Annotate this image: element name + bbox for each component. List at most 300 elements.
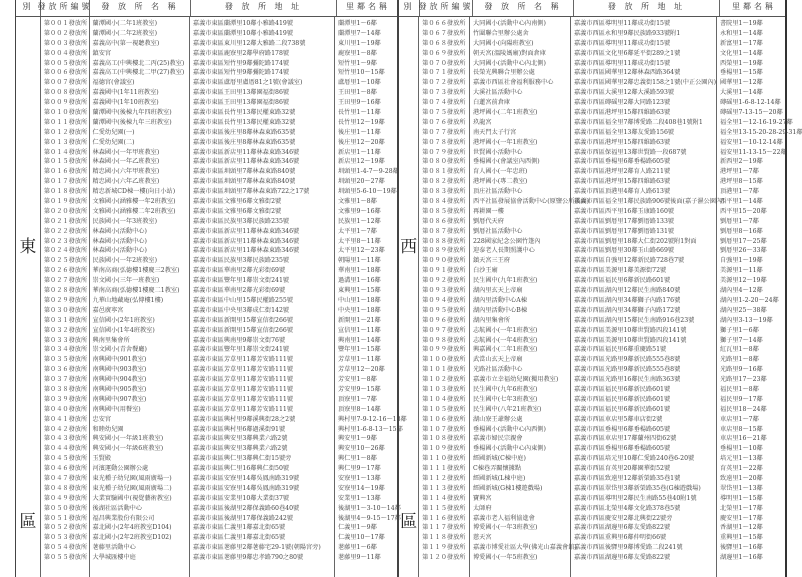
- table-body: [16, 17, 407, 577]
- venue-name: 湖內里活動中心B棟: [473, 306, 528, 314]
- district-column: [16, 17, 41, 577]
- district-label: 區: [19, 512, 37, 532]
- distribution-number: 第０８８發放所: [422, 237, 466, 245]
- venue-name: 港坪國小(專二教室): [473, 178, 528, 186]
- distribution-number: 第１２０發放所: [422, 554, 466, 562]
- venue-name: 南興國中(907教室): [92, 395, 147, 403]
- venue-address: 嘉義市西區湖邊里6鄰友愛路822號: [574, 524, 671, 532]
- venue-address: 嘉義市東區後湖里17鄰保義路242號: [192, 514, 294, 522]
- li-neighborhood: 紅瓦里1～8鄰: [720, 346, 759, 354]
- li-neighborhood: 獅子里1～6鄰: [720, 326, 759, 334]
- venue-address: 嘉義市東區蘭潭里10鄰小雅路419號: [192, 29, 294, 37]
- venue-address: 嘉義市東區興仁里16鄰興仁街50號: [192, 465, 290, 473]
- venue-name: 大業實驗國中(視覺藝術教室): [92, 494, 172, 502]
- venue-address: 嘉義市東區荖藤里9鄰忠孝路790之80號: [192, 554, 304, 562]
- distribution-number: 第０６８發放所: [422, 39, 466, 47]
- venue-name: 後湖社區活動中心: [92, 504, 143, 512]
- li-neighborhood: 蘭潭里7～14鄰: [338, 29, 381, 37]
- li-neighborhood: 蘭潭里1～6鄰: [338, 20, 377, 27]
- venue-name: 仁愛幼兒園(二): [92, 138, 135, 146]
- venue-address: 嘉義市西區劉厝里17鄰劉厝路131號: [574, 227, 675, 235]
- venue-address: 嘉義市西區磚磘里2鄰大同路123號: [574, 99, 671, 107]
- distribution-number: 第０２１發放所: [43, 217, 88, 225]
- venue-address: 嘉義市東區中央里3鄰成仁街142號: [192, 306, 290, 314]
- distribution-number: 第０８２發放所: [422, 178, 466, 186]
- venue-address: 嘉義市西區導明里11鄰成功街15號: [574, 59, 671, 67]
- distribution-number: 第０７０發放所: [422, 59, 466, 67]
- li-neighborhood: 車店里16～21鄰: [720, 435, 767, 443]
- venue-name: 嘉義市博愛社區大學(佛光山嘉義會館): [473, 544, 577, 552]
- distribution-number: 第０２６發放所: [43, 267, 88, 275]
- distribution-number: 第０１４發放所: [43, 148, 88, 156]
- venue-name: 東光種子幼兒園(風雨廣場一): [92, 474, 172, 482]
- table-header: [16, 0, 397, 17]
- venue-name: 興安國小(一年級6班教室): [92, 445, 164, 453]
- li-neighborhood: 新富里1～17鄰: [720, 39, 763, 47]
- venue-address: 嘉義市西區光路里9鄰新民路555巷8號: [574, 366, 681, 374]
- venue-name: 長榮光興聯合里辦公處: [473, 69, 535, 77]
- venue-name: 武當山玄天上帝廟: [473, 356, 523, 364]
- venue-address: 嘉義市東區圳頭里7鄰林森東路840號: [192, 168, 296, 176]
- venue-address: 嘉義市東區新店里11鄰林森東路346號: [192, 247, 300, 255]
- venue-address: 嘉義市西區福民里6鄰重慶路51號: [574, 346, 667, 354]
- venue-name: 育人國小(一年忠班): [473, 168, 528, 176]
- li-neighborhood: 過溝里1～16鄰: [338, 277, 381, 285]
- distribution-number: 第０１８發放所: [43, 188, 88, 196]
- venue-address: 嘉義市西區育英里20鄰園華街52號: [574, 465, 671, 473]
- venue-name: 華南高商(弘德樓1樓慶二1教室): [92, 287, 180, 295]
- venue-name: 慈天宮: [473, 534, 492, 542]
- venue-name: 南天門太子行宮: [473, 128, 517, 136]
- distribution-number: 第０５３發放所: [43, 534, 88, 542]
- distribution-number: 第００７發放所: [43, 79, 88, 87]
- li-neighborhood: 興村里1-6-8-13～15鄰: [338, 425, 403, 433]
- venue-name: 福德宮(會議室): [92, 79, 135, 87]
- district-column: [399, 17, 419, 577]
- li-neighborhood: 國華里1～12鄰: [720, 79, 763, 87]
- li-neighborhood: 湖內里25～38鄰: [720, 306, 767, 314]
- li-neighborhood: 湖內里1-2-20～24鄰: [720, 296, 779, 304]
- venue-address: 嘉義市東區仁義里1鄰嘉北街65號: [192, 524, 286, 532]
- venue-address: 嘉義市西區港坪里15鄰四維路63號: [574, 109, 671, 117]
- li-neighborhood: 圳頭里20～27鄰: [338, 178, 385, 186]
- distribution-number: 第０９７發放所: [422, 326, 466, 334]
- li-neighborhood: 新店里1～11鄰: [338, 148, 381, 156]
- venue-name: 荖藤里活動中心: [92, 544, 136, 552]
- distribution-number: 第０３０發放所: [43, 306, 88, 314]
- distribution-number: 第１１９發放所: [422, 544, 466, 552]
- distribution-number: 第０９２發放所: [422, 277, 466, 285]
- distribution-number: 第００２發放所: [43, 29, 88, 37]
- venue-address: 嘉義市西區劉厝里30鄰玉山路669號: [574, 247, 675, 255]
- venue-address: 嘉義市西區永和里9鄰民族路933號附1: [574, 29, 681, 37]
- venue-name: 嘉義市西區社會福利服務中心: [473, 79, 554, 87]
- venue-name: 玉賢殿: [92, 455, 112, 463]
- li-neighborhood: 福全里1～12-16-19-27鄰: [720, 118, 793, 126]
- venue-address: 嘉義市西區國華里2鄰忠義街158之1號(中正公園內): [574, 79, 717, 87]
- li-neighborhood: 美源里1～11鄰: [720, 267, 763, 275]
- distribution-number: 第０２４發放所: [43, 247, 88, 255]
- venue-name: 經國新城(G棟1樓遊戲場): [473, 484, 543, 492]
- li-neighborhood: 慶安里1～17鄰: [720, 514, 763, 522]
- venue-address: 嘉義市東區圳頭里7鄰林森東路840號: [192, 178, 296, 186]
- venue-name: 頂庄社區活動中心: [473, 188, 523, 196]
- venue-name: 博愛國小(一年3班教室): [473, 524, 538, 532]
- venue-address: 嘉義市東區王田里13鄰園福街86號: [192, 99, 290, 107]
- venue-address: 嘉義市東區芳草里11鄰芳安路111號: [192, 405, 294, 413]
- li-neighborhood: 新西里2～19鄰: [720, 158, 763, 166]
- li-neighborhood: 西榮里1～19鄰: [720, 59, 763, 67]
- li-neighborhood: 豐年里1～15鄰: [338, 346, 381, 354]
- venue-address: 嘉義市西區福民里6鄰新民路601號: [574, 405, 671, 413]
- venue-name: 南興國中(901教室): [92, 356, 147, 364]
- venue-name: 宣信國小(1年4班教室): [92, 326, 155, 334]
- distribution-number: 第０４３發放所: [43, 435, 88, 443]
- venue-name: 蘭潭國中(後棟九年三班教室): [92, 118, 172, 126]
- venue-name: 湖山寮王爺辦公處: [473, 415, 523, 423]
- li-neighborhood: 北榮里1～17鄰: [720, 504, 763, 512]
- venue-name: 劉厝代天府: [473, 217, 504, 225]
- li-neighborhood: 長竹里12～19鄰: [338, 118, 385, 126]
- venue-name: 西平社區發展協會活動中心(原鹽公所後面): [473, 198, 590, 206]
- venue-address: 嘉義市西區導明里11鄰成功街15號: [574, 20, 671, 27]
- venue-address: 嘉義市東區新開里15鄰宣信街266號: [192, 316, 294, 324]
- li-neighborhood: 湖內里4～12鄰: [720, 287, 763, 295]
- li-neighborhood: 王田里1～8鄰: [338, 89, 377, 97]
- distribution-number: 第０３９發放所: [43, 395, 88, 403]
- venue-address: 嘉義市西區垂楊里6鄰垂楊路605號: [574, 445, 671, 453]
- li-neighborhood: 磚磘里1-6-8-12-14鄰: [720, 99, 781, 107]
- venue-address: 嘉義市西區湖內里15鄰民生南路916巷23號: [574, 316, 695, 324]
- venue-address-column: [571, 17, 725, 577]
- venue-name: 太師府: [473, 504, 492, 512]
- header-number: 發放所編號: [420, 0, 473, 16]
- venue-name: 和睦幼兒園: [92, 425, 124, 433]
- venue-name: 再耕園一樓: [473, 207, 504, 215]
- venue-address: 嘉義市東區安業里10鄰大業街37號: [192, 494, 290, 502]
- venue-address: 嘉義市西區美源里1鄰美源街72號: [574, 267, 667, 275]
- venue-name: 垂楊國小(會議室內西側): [473, 158, 540, 166]
- li-neighborhood: 垂楊里1～15鄰: [720, 69, 763, 77]
- venue-address: 嘉義市東區華南里2鄰光彩街69號: [192, 287, 286, 295]
- venue-name: 蘭潭國小(二年2班教室): [92, 29, 157, 37]
- venue-address: 嘉義市東區蘭潭里10鄰小雅路419號: [192, 20, 294, 27]
- venue-name: 宣信國小(2年1班教室): [92, 316, 155, 324]
- li-neighborhood: 培元里1～13鄰: [720, 455, 763, 463]
- li-neighborhood: 新店里12～19鄰: [338, 158, 385, 166]
- li-neighborhood: 光路里1～8鄰: [720, 356, 759, 364]
- venue-name: 民生國中(七年3班教室): [473, 395, 538, 403]
- venue-name: 劉厝社區活動中心: [473, 227, 523, 235]
- venue-name: 河濱運動公園辦公處: [92, 465, 149, 473]
- venue-name: 崇文國小(三年一班教室): [92, 277, 160, 285]
- venue-address: 嘉義市西區培元里10鄰仁愛路240巷6-20號: [574, 455, 695, 463]
- venue-name: 蘭潭國小(二年1班教室): [92, 20, 157, 27]
- distribution-number: 第０７１發放所: [422, 69, 466, 77]
- distribution-number: 第０３２發放所: [43, 326, 88, 334]
- li-neighborhood: 興仁里1～8鄰: [338, 455, 377, 463]
- li-neighborhood: 圳頭里5-6-10～19鄰: [338, 188, 397, 196]
- li-neighborhood: 福安里11-13-15～22鄰: [720, 148, 787, 156]
- venue-name: 忠安宮: [92, 415, 112, 423]
- venue-name: 崇文國小(青舍餐廳): [92, 346, 147, 354]
- distribution-number: 第０３５發放所: [43, 356, 88, 364]
- li-neighborhood: 鹿寮里1～8鄰: [338, 49, 377, 57]
- venue-address: 嘉義市西區湖內里34鄰獅子內路172號: [574, 306, 681, 314]
- header-number: 發放所編號: [41, 0, 90, 16]
- distribution-number: 第０５５發放所: [43, 554, 88, 562]
- distribution-number: 第０７３發放所: [422, 89, 466, 97]
- venue-name: 林森國小(活動中心): [92, 237, 147, 245]
- venue-name: 福昌興業股份有限公司: [92, 514, 155, 522]
- venue-address: 嘉義市西區光路里16鄰民生南路363號: [574, 376, 681, 384]
- venue-address: 嘉義市西區導明里2鄰民生南路55巷40附1號: [574, 494, 697, 502]
- li-neighborhood: 興南里1～14鄰: [338, 336, 381, 344]
- venue-name: 竹圍聯合里辦公處舍: [473, 29, 529, 37]
- distribution-number: 第１１１發放所: [422, 465, 466, 473]
- distribution-number: 第０７９發放所: [422, 148, 466, 156]
- li-neighborhood: 華南里1～18鄰: [338, 267, 381, 275]
- distribution-number-column: [419, 17, 470, 577]
- venue-address: 嘉義市東區後庄里8鄰林森東路635號: [192, 138, 296, 146]
- venue-address: 嘉義市西區保福里13鄰世賢路一段687號: [574, 148, 687, 156]
- li-neighborhood: 宣信里1～11鄰: [338, 326, 381, 334]
- distribution-number: 第０５４發放所: [43, 544, 88, 552]
- distribution-number: 第１０１發放所: [422, 366, 466, 374]
- distribution-number: 第１０８發放所: [422, 435, 466, 443]
- li-neighborhood: 朝陽里1～11鄰: [338, 257, 381, 265]
- li-neighborhood: 美源里12～19鄰: [720, 277, 767, 285]
- li-neighborhood: 光路里17～23鄰: [720, 376, 767, 384]
- venue-name: 鎮安宮: [92, 49, 112, 57]
- venue-address: 嘉義市西區福民里6鄰新民路601號: [574, 395, 671, 403]
- distribution-number: 第０７８發放所: [422, 138, 466, 146]
- venue-name: 林森國小(活動中心): [92, 227, 147, 235]
- distribution-number: 第０８６發放所: [422, 217, 466, 225]
- west-district-table: [398, 0, 802, 577]
- distribution-number: 第１１３發放所: [422, 484, 466, 492]
- distribution-number: 第１００發放所: [422, 356, 466, 364]
- venue-name: 民族國小(一年3班教室): [92, 217, 157, 225]
- venue-name-column: [90, 17, 190, 577]
- distribution-number: 第０４１發放所: [43, 415, 88, 423]
- venue-address: 嘉義市西區車店里5鄰車店街2號: [574, 415, 663, 423]
- venue-address: 嘉義市西區重興里6鄰仲明街66號: [574, 534, 667, 542]
- li-neighborhood: 港坪里1～7鄰: [720, 168, 759, 176]
- venue-address: 嘉義市西區美源里10鄰世賢路四段141號: [574, 336, 687, 344]
- distribution-number: 第１０６發放所: [422, 415, 466, 423]
- li-neighborhood: 磚磘里7-13-15～20鄰: [720, 109, 783, 117]
- venue-name: 南興國中(用餐室): [92, 405, 141, 413]
- venue-address: 嘉義市西區美源里10鄰世賢路四段141號: [574, 326, 687, 334]
- li-neighborhood: 太平里12～23鄰: [338, 247, 385, 255]
- venue-name: 南興國中(903教室): [92, 366, 147, 374]
- li-neighborhood: 中央里1～18鄰: [338, 306, 381, 314]
- venue-name: 嘉義市立幸福幼兒園(獨用教室): [473, 376, 559, 384]
- venue-name: 文雅國小(涵雅樓一年2班教室): [92, 198, 176, 206]
- li-neighborhood: 車店里1～7鄰: [720, 415, 759, 423]
- venue-name: 嘉義高工(中興樓北二甲(27)教室): [92, 69, 185, 77]
- distribution-number: 第１１０發放所: [422, 455, 466, 463]
- venue-address: 嘉義市西區劉厝里17鄰劉厝路133號: [574, 217, 675, 225]
- distribution-number: 第０９４發放所: [422, 296, 466, 304]
- venue-address: 嘉義市東區新店里11鄰林森東路346號: [192, 237, 300, 245]
- distribution-number: 第０４８發放所: [43, 484, 88, 492]
- distribution-number: 第００５發放所: [43, 59, 88, 67]
- venue-address: 嘉義市東區短竹里9鄰彌陀路174號: [192, 59, 290, 67]
- venue-address: 嘉義市東區安寮里14鄰吳鳳南路319號: [192, 474, 300, 482]
- li-neighborhood: 長竹里1～11鄰: [338, 109, 381, 117]
- venue-name: 經國新城(L棟中庭): [473, 474, 526, 482]
- venue-address: 嘉義市西區福全里13鄰友愛路156號: [574, 128, 675, 136]
- venue-name: 寶興宮: [473, 494, 492, 502]
- li-neighborhood: 頂寮里1～7鄰: [338, 395, 377, 403]
- venue-name: 白沙王廟: [473, 267, 498, 275]
- header-district: 別: [399, 0, 420, 16]
- li-neighborhood: 東川里1～19鄰: [338, 39, 381, 47]
- venue-address: 嘉義市東區中山里15鄰民權路255號: [192, 296, 294, 304]
- venue-address: 嘉義市西區頂港里4鄰育人路613號: [574, 188, 671, 196]
- distribution-number: 第０８１發放所: [422, 168, 466, 176]
- li-neighborhood: 中山里1～18鄰: [338, 296, 381, 304]
- venue-name: 大溪社區活動中心: [473, 89, 523, 97]
- li-neighborhood: 西平里15～20鄰: [720, 207, 767, 215]
- li-neighborhood: 獅子里7～14鄰: [720, 336, 763, 344]
- venue-name: 九華山地藏庵(弘傳樓1樓): [92, 296, 164, 304]
- venue-name: 仁愛幼兒園(一): [92, 128, 135, 136]
- distribution-number: 第０７６發放所: [422, 118, 466, 126]
- venue-address: 嘉義市東區鹿寮里2鄰學府路178號: [192, 49, 290, 57]
- li-neighborhood: 芳草里12～20鄰: [338, 366, 385, 374]
- header-name: 發 放 所 名 稱: [473, 0, 574, 16]
- li-neighborhood: 短竹里10～15鄰: [338, 69, 385, 77]
- venue-address: 嘉義市西區港坪里15鄰四維路63號: [574, 138, 671, 146]
- distribution-number: 第０４９發放所: [43, 494, 88, 502]
- venue-address: 嘉義市東區短竹里9鄰彌陀路174號: [192, 69, 290, 77]
- venue-name: 嘉義高中(第一視聽教室): [92, 39, 160, 47]
- venue-address: 嘉義市東區豐年里1鄰崇文街241號: [192, 277, 290, 285]
- li-neighborhood: 芳安里9～15鄰: [338, 385, 381, 393]
- venue-name: 博愛國小(一年5班教室): [473, 554, 538, 562]
- li-neighborhood: 福民里1～8鄰: [720, 385, 759, 393]
- venue-name: 白蓮宮前倉庫: [473, 99, 511, 107]
- venue-name: 垂楊國小(活動中心內東側): [473, 445, 546, 453]
- venue-name: 垂楊國小(活動中心內西側): [473, 425, 546, 433]
- li-neighborhood: 王田里9～16鄰: [338, 99, 381, 107]
- distribution-number: 第０１９發放所: [43, 198, 88, 206]
- venue-address: 嘉義市東區盧厝里盧厝81之1號(會議室): [192, 79, 303, 87]
- venue-address: 嘉義市東區長竹里13鄰民權東路32號: [192, 118, 296, 126]
- venue-name: 東光種子幼兒園(風雨廣場二): [92, 484, 172, 492]
- distribution-number: 第０９９發放所: [422, 346, 466, 354]
- li-neighborhood: 芳安里1～8鄰: [338, 376, 377, 384]
- li-neighborhood: 安業里1～13鄰: [338, 494, 381, 502]
- venue-name: 港坪國小(一年1班教室): [473, 138, 538, 146]
- distribution-number: 第０９３發放所: [422, 287, 466, 295]
- distribution-number: 第０４５發放所: [43, 455, 88, 463]
- li-neighborhood: 後驛里1～16鄰: [720, 544, 763, 552]
- venue-name: 迎泰老人長期照護中心: [473, 247, 535, 255]
- venue-address: 嘉義市東區興南里9鄰崇文街76號: [192, 336, 286, 344]
- distribution-number: 第１１８發放所: [422, 534, 466, 542]
- venue-address-column: [190, 17, 335, 577]
- district-label: 東: [19, 237, 37, 257]
- table-header: [399, 0, 785, 17]
- distribution-number: 第０２０發放所: [43, 207, 88, 215]
- venue-address: 嘉義市東區芳草里11鄰芳安路111號: [192, 376, 294, 384]
- li-neighborhood: 福民里9～17鄰: [720, 395, 763, 403]
- venue-address: 嘉義市西區劉厝里18鄰大仁街202號附1對面: [574, 237, 697, 245]
- li-neighborhood: 新開里1～21鄰: [338, 316, 381, 324]
- li-neighborhood: 重興里1～15鄰: [720, 534, 763, 542]
- distribution-number: 第０２３發放所: [43, 237, 88, 245]
- venue-address: 嘉義市西區導明里11鄰成功街15號: [574, 39, 671, 47]
- venue-address: 嘉義市西區翠岱里3鄰新榮路35巷(G棟遊戲場): [574, 484, 701, 492]
- distribution-number: 第０７２發放所: [422, 79, 466, 87]
- li-neighborhood: 福全里13-15-20-28-29-31鄰: [720, 128, 802, 136]
- distribution-number: 第０４４發放所: [43, 445, 88, 453]
- li-neighborhood: 仁義里10～17鄰: [338, 534, 385, 542]
- distribution-number: 第０８０發放所: [422, 158, 466, 166]
- distribution-number: 第０４７發放所: [43, 474, 88, 482]
- venue-name: 興安國小(一年級1班教室): [92, 435, 164, 443]
- distribution-number: 第００６發放所: [43, 69, 88, 77]
- venue-address: 嘉義市西區湖邊里6鄰友愛路822號: [574, 554, 671, 562]
- venue-address: 嘉義市東區芳草里11鄰芳安路111號: [192, 366, 294, 374]
- li-neighborhood: 書院里1～19鄰: [720, 20, 763, 27]
- venue-name: 湖內里集會所: [473, 316, 511, 324]
- distribution-number: 第１１５發放所: [422, 504, 466, 512]
- li-neighborhood: 文化里1～14鄰: [720, 49, 763, 57]
- li-neighborhood: 頂港里1～7鄰: [720, 188, 759, 196]
- venue-address: 嘉義市西區光路里9鄰新民路555巷8號: [574, 356, 681, 364]
- venue-name: 鎮天宮三王府: [473, 257, 511, 265]
- distribution-number: 第０６７發放所: [422, 29, 466, 37]
- li-neighborhood: 荖藤里9～11鄰: [338, 554, 381, 562]
- distribution-number: 第１１７發放所: [422, 524, 466, 532]
- venue-address: 嘉義市東區興村里9鄰溪興街28之2號: [192, 415, 296, 423]
- venue-name: 玖龍宮: [473, 118, 492, 126]
- distribution-number: 第０８４發放所: [422, 198, 466, 206]
- distribution-number: 第０９５發放所: [422, 306, 466, 314]
- venue-address: 嘉義市東區文雅里6鄰文雅街2號: [192, 198, 282, 206]
- distribution-number: 第０９８發放所: [422, 336, 466, 344]
- li-neighborhood: 後庄里1～11鄰: [338, 128, 381, 136]
- distribution-number: 第０６９發放所: [422, 49, 466, 57]
- distribution-number: 第０１３發放所: [43, 138, 88, 146]
- distribution-number: 第０７５發放所: [422, 109, 466, 117]
- venue-name: 華南高商(弘德樓1樓慶三2教室): [92, 267, 180, 275]
- header-li: 里鄰名稱: [732, 1, 776, 11]
- venue-address: 嘉義市西區港坪里2鄰育人路211號: [574, 168, 671, 176]
- li-neighborhood: 劉厝里1～7鄰: [720, 217, 759, 225]
- venue-address: 嘉義市東區興安里3鄰興業六路2號: [192, 435, 288, 443]
- distribution-number: 第１０２發放所: [422, 376, 466, 384]
- venue-address: 嘉義市東區東川里12鄰大雅路二段738號: [192, 39, 306, 47]
- venue-address: 嘉義市西區港坪里15鄰四維路63號: [574, 178, 671, 186]
- venue-address: 嘉義市東區後湖里2鄰保義路60巷40號: [192, 504, 300, 512]
- venue-address: 嘉義市西區西平里16鄰玉康路160號: [574, 207, 675, 215]
- venue-address: 嘉義市東區仁義里1鄰嘉北街65號: [192, 534, 286, 542]
- distribution-number: 第０５０發放所: [43, 504, 88, 512]
- venue-name: 興南里集會所: [92, 336, 130, 344]
- li-neighborhood: 致遠里1～20鄰: [720, 474, 763, 482]
- venue-name: 大同國小(活動中心內北側): [473, 59, 546, 67]
- venue-address: 嘉義市東區豐年里1鄰崇文街241號: [192, 346, 290, 354]
- distribution-number: 第０１５發放所: [43, 158, 88, 166]
- venue-address: 嘉義市東區芳草里11鄰芳安路111號: [192, 385, 294, 393]
- distribution-number: 第０１０發放所: [43, 109, 88, 117]
